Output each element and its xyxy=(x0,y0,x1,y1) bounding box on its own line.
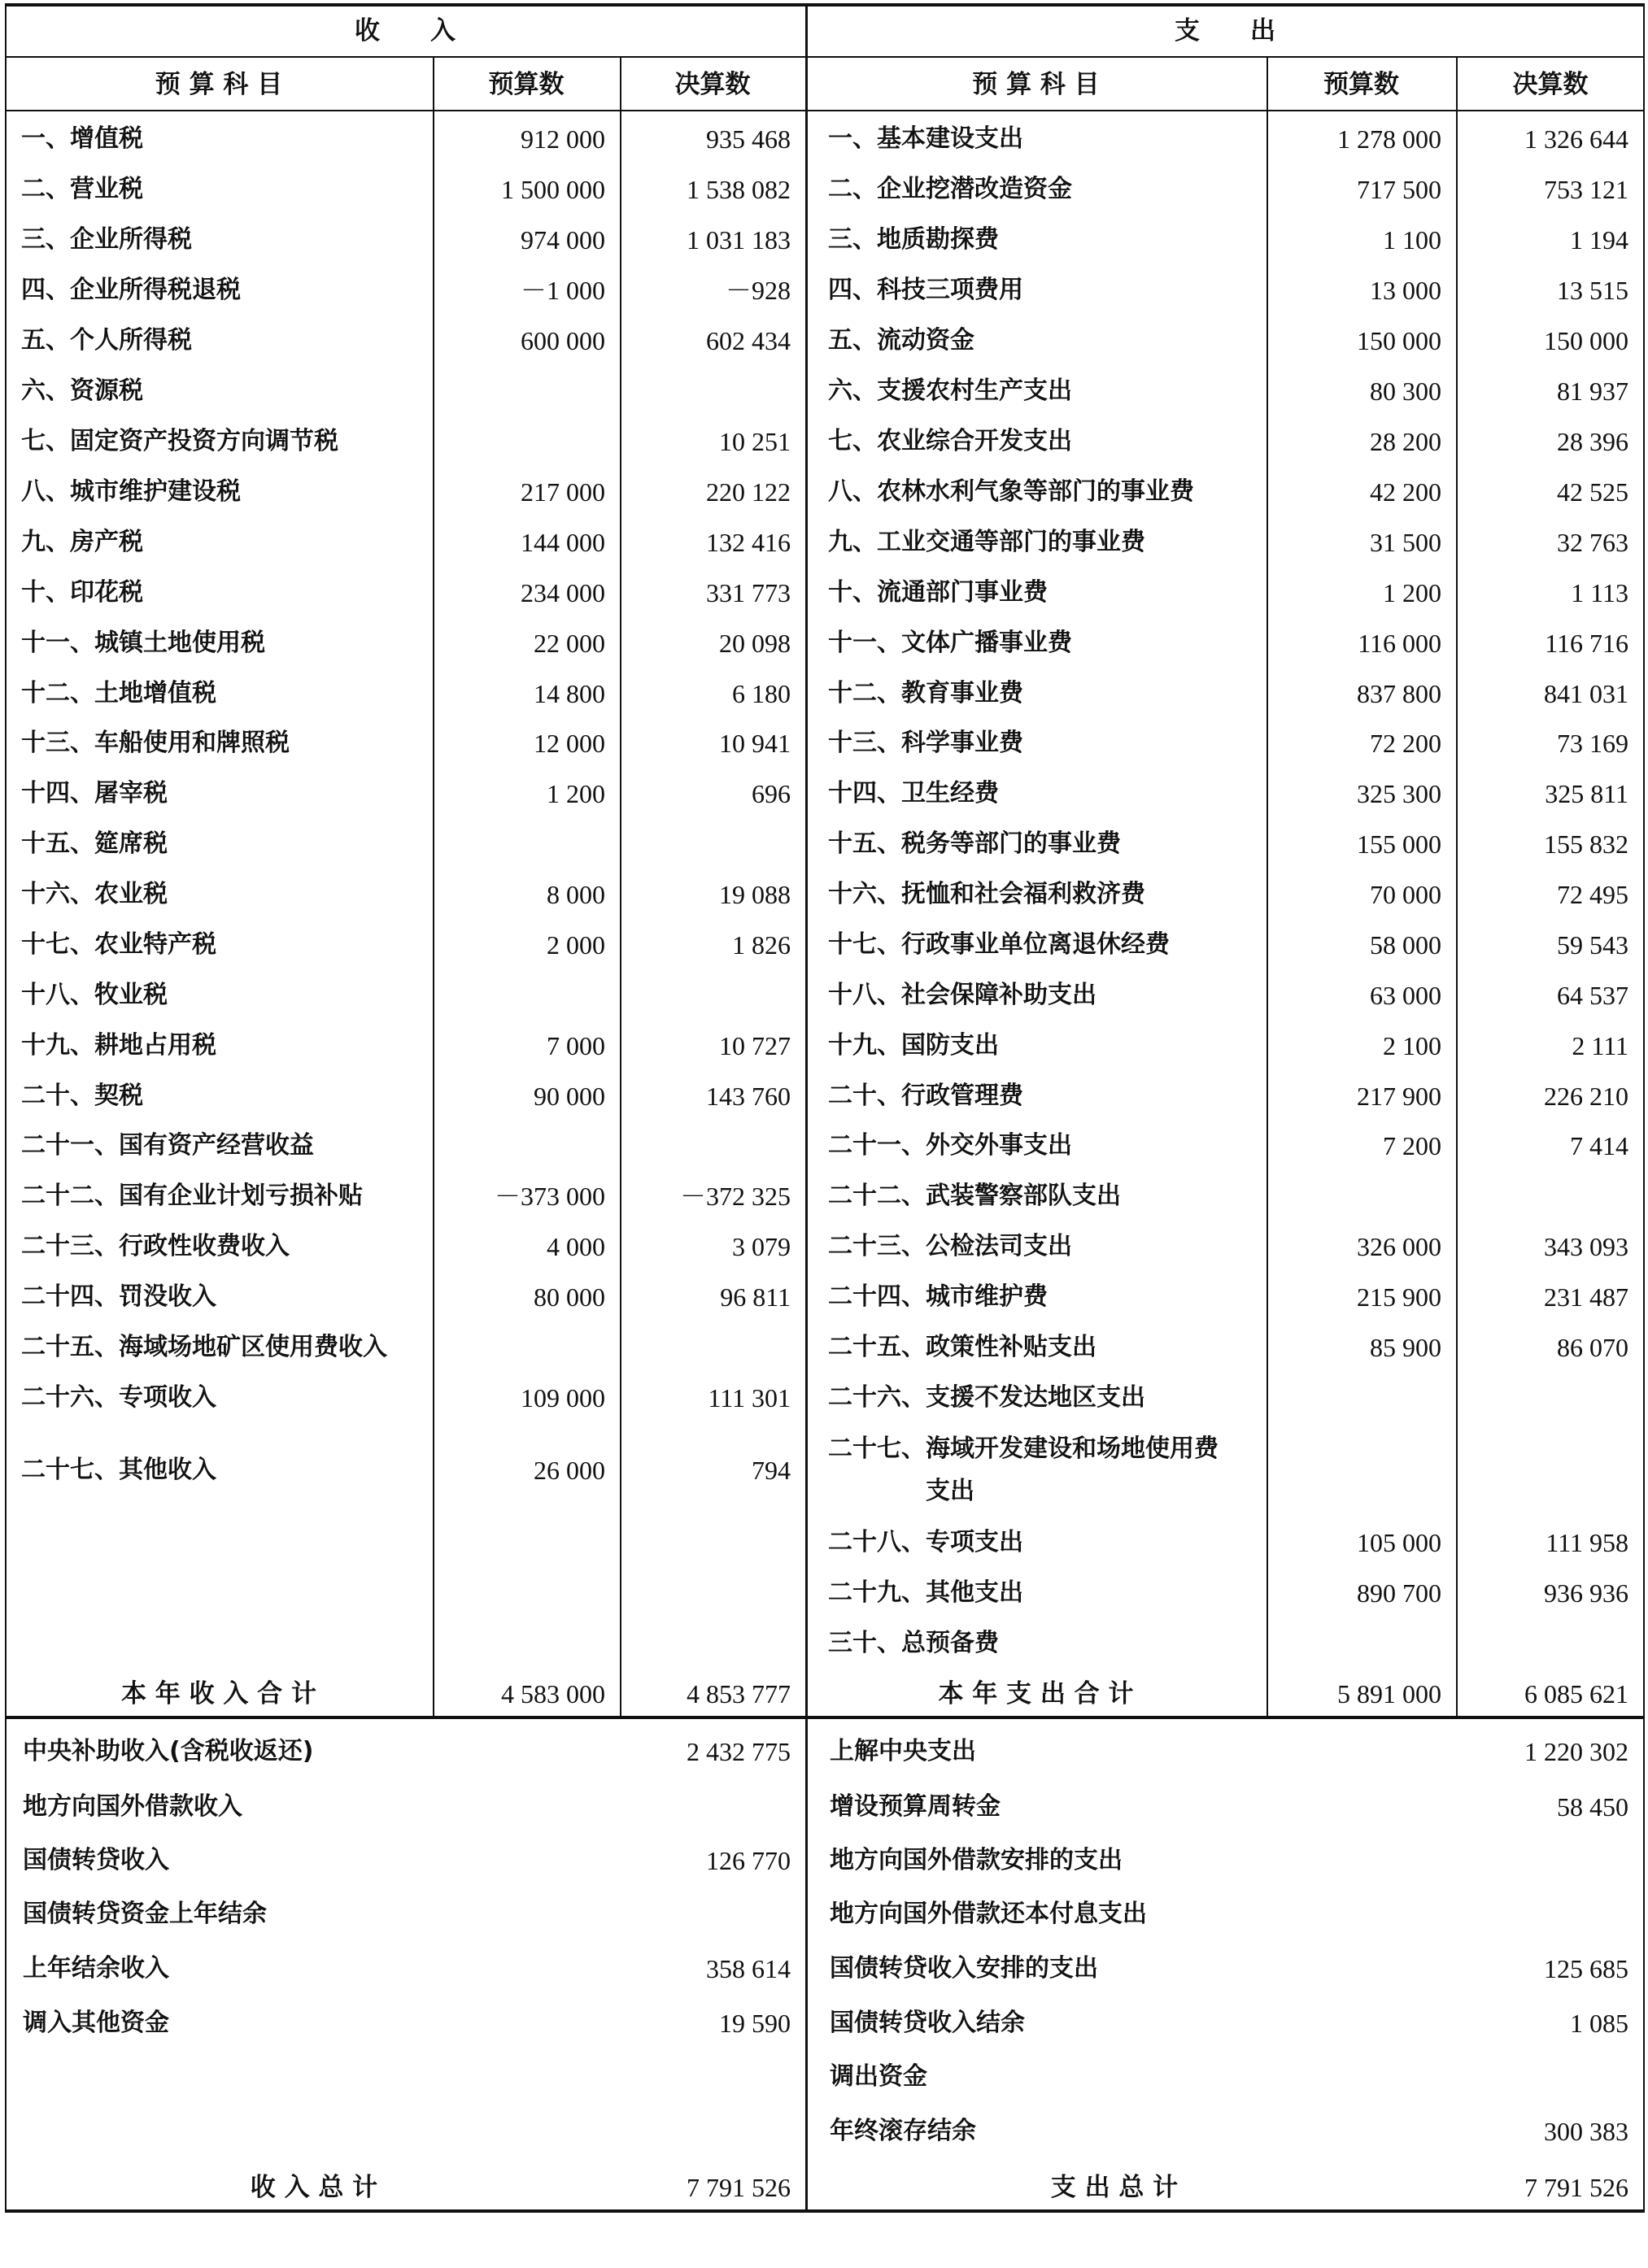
income-item-name: 七、固定资产投资方向调节税 xyxy=(21,427,338,455)
expenditure-grand-total-label: 支 出 总 计 xyxy=(1050,2173,1179,2202)
middle-divider xyxy=(805,3,808,2213)
expenditure-extra-item-name: 地方向国外借款还本付息支出 xyxy=(830,1900,1147,1928)
expenditure-item-budget: 85 900 xyxy=(1370,1333,1441,1362)
income-item-budget: 912 000 xyxy=(521,124,605,154)
income-item-budget: 217 000 xyxy=(521,477,605,507)
expenditure-item-name: 十六、抚恤和社会福利救济费 xyxy=(828,880,1145,908)
income-item-final: 3 079 xyxy=(732,1232,791,1261)
expenditure-item-budget: 2 100 xyxy=(1383,1031,1441,1060)
income-item-name: 十一、城镇土地使用税 xyxy=(21,629,265,657)
income-item-final: －372 325 xyxy=(679,1182,791,1211)
expenditure-item-final: 936 936 xyxy=(1544,1578,1628,1608)
expenditure-item-name-continued: 支出 xyxy=(926,1477,974,1505)
income-item-name: 二十六、专项收入 xyxy=(21,1383,216,1412)
expenditure-item-budget: 325 300 xyxy=(1357,779,1441,808)
income-item-budget: 234 000 xyxy=(521,578,605,607)
expenditure-item-name: 三、地质勘探费 xyxy=(828,225,999,254)
income-item-name: 二十一、国有资产经营收益 xyxy=(21,1131,314,1160)
expenditure-item-budget: 1 100 xyxy=(1383,225,1441,255)
income-item-final: 220 122 xyxy=(706,477,791,507)
income-item-name: 二十、契税 xyxy=(21,1082,143,1110)
expenditure-extra-item-final: 58 450 xyxy=(1557,1792,1628,1822)
expenditure-col-final-header: 决算数 xyxy=(1512,70,1589,99)
income-item-final: 111 301 xyxy=(708,1383,791,1413)
income-extra-item-name: 中央补助收入(含税收返还) xyxy=(23,1737,314,1765)
income-extra-item-name: 地方向国外借款收入 xyxy=(23,1792,242,1821)
income-item-final: 935 468 xyxy=(706,124,791,154)
income-item-budget: 12 000 xyxy=(534,729,605,758)
expenditure-section-header: 支 出 xyxy=(1175,16,1275,46)
income-item-budget: 90 000 xyxy=(534,1082,605,1111)
year-total-bottom-border xyxy=(5,1716,1645,1719)
income-item-final: －928 xyxy=(725,276,791,305)
expenditure-extra-item-final: 125 685 xyxy=(1544,1954,1628,1983)
income-item-name: 二十七、其他收入 xyxy=(21,1456,216,1484)
income-item-name: 六、资源税 xyxy=(21,377,143,405)
income-item-name: 十六、农业税 xyxy=(21,880,168,908)
income-item-budget: 974 000 xyxy=(521,225,605,255)
expenditure-item-name: 五、流动资金 xyxy=(828,326,974,355)
income-section-header: 收 入 xyxy=(355,16,456,46)
income-col-budget-header: 预算数 xyxy=(488,70,565,99)
expenditure-item-name: 十四、卫生经费 xyxy=(828,779,999,808)
income-extra-item-final: 2 432 775 xyxy=(687,1737,791,1766)
expenditure-item-budget: 116 000 xyxy=(1358,629,1441,658)
income-item-name: 十、印花税 xyxy=(21,578,143,607)
income-item-budget: 2 000 xyxy=(547,930,605,960)
expenditure-item-budget: 717 500 xyxy=(1357,175,1441,204)
income-item-name: 五、个人所得税 xyxy=(21,326,192,355)
income-item-name: 十四、屠宰税 xyxy=(21,779,168,808)
expenditure-item-budget: 42 200 xyxy=(1370,477,1441,507)
income-item-name: 十三、车船使用和牌照税 xyxy=(21,729,290,757)
expenditure-item-budget: 70 000 xyxy=(1370,880,1441,909)
income-extra-item-name: 上年结余收入 xyxy=(23,1954,169,1983)
expenditure-item-name: 六、支援农村生产支出 xyxy=(828,377,1072,405)
expenditure-item-budget: 150 000 xyxy=(1357,326,1441,355)
expenditure-item-budget: 217 900 xyxy=(1357,1082,1441,1111)
expenditure-item-final: 116 716 xyxy=(1545,629,1628,658)
expenditure-item-name: 二十九、其他支出 xyxy=(828,1578,1023,1607)
expenditure-item-budget: 58 000 xyxy=(1370,930,1441,960)
income-item-name: 一、增值税 xyxy=(21,124,143,153)
expenditure-item-budget: 72 200 xyxy=(1370,729,1441,758)
expenditure-item-final: 7 414 xyxy=(1570,1131,1628,1160)
expenditure-item-budget: 13 000 xyxy=(1370,276,1441,305)
income-extra-item-name: 调入其他资金 xyxy=(23,2009,169,2037)
expenditure-item-final: 231 487 xyxy=(1544,1282,1628,1312)
income-item-final: 1 826 xyxy=(732,930,791,960)
income-item-budget: 600 000 xyxy=(521,326,605,355)
expenditure-item-budget: 155 000 xyxy=(1357,829,1441,859)
expenditure-item-name: 十、流通部门事业费 xyxy=(828,578,1048,607)
expenditure-item-final: 226 210 xyxy=(1544,1082,1628,1111)
income-item-final: 10 941 xyxy=(719,729,791,758)
expenditure-year-total-budget: 5 891 000 xyxy=(1337,1679,1441,1709)
expenditure-extra-item-name: 地方向国外借款安排的支出 xyxy=(830,1846,1123,1874)
income-item-budget: 7 000 xyxy=(547,1031,605,1060)
expenditure-item-final: 2 111 xyxy=(1572,1031,1628,1060)
income-item-name: 三、企业所得税 xyxy=(21,225,192,254)
income-item-final: 132 416 xyxy=(706,528,791,557)
expenditure-item-name: 九、工业交通等部门的事业费 xyxy=(828,528,1145,556)
expenditure-item-final: 841 031 xyxy=(1544,679,1628,708)
income-item-budget: 109 000 xyxy=(521,1383,605,1413)
expenditure-item-budget: 7 200 xyxy=(1383,1131,1441,1160)
expenditure-item-name: 二十三、公检法司支出 xyxy=(828,1232,1072,1260)
expenditure-extra-item-final: 300 383 xyxy=(1544,2117,1628,2146)
expenditure-item-name: 十七、行政事业单位离退休经费 xyxy=(828,930,1170,959)
expenditure-item-name: 二十七、海域开发建设和场地使用费 xyxy=(828,1434,1219,1463)
income-item-name: 二十五、海域场地矿区使用费收入 xyxy=(21,1333,387,1361)
income-grand-total-label: 收 入 总 计 xyxy=(250,2173,378,2202)
left-border xyxy=(5,3,7,2213)
expenditure-item-name: 十九、国防支出 xyxy=(828,1031,999,1060)
income-item-budget: 4 000 xyxy=(547,1232,605,1261)
income-item-final: 10 727 xyxy=(719,1031,791,1060)
expenditure-extra-item-final: 1 085 xyxy=(1570,2009,1628,2038)
expenditure-item-final: 325 811 xyxy=(1545,779,1628,808)
expenditure-item-final: 111 958 xyxy=(1546,1528,1628,1557)
income-item-name: 四、企业所得税退税 xyxy=(21,276,241,304)
income-item-final: 6 180 xyxy=(732,679,791,708)
expenditure-item-name: 三十、总预备费 xyxy=(828,1629,999,1657)
expenditure-item-name: 十五、税务等部门的事业费 xyxy=(828,829,1121,858)
income-extra-item-final: 126 770 xyxy=(706,1846,791,1875)
expenditure-item-name: 十三、科学事业费 xyxy=(828,729,1023,757)
income-item-final: 602 434 xyxy=(706,326,791,355)
expenditure-extra-item-name: 上解中央支出 xyxy=(830,1737,976,1765)
expenditure-item-name: 二十八、专项支出 xyxy=(828,1528,1023,1556)
expenditure-extra-item-name: 年终滚存结余 xyxy=(830,2117,976,2145)
expenditure-item-final: 42 525 xyxy=(1557,477,1628,507)
income-col-final-header: 决算数 xyxy=(674,70,751,99)
income-item-name: 二十二、国有企业计划亏损补贴 xyxy=(21,1182,363,1210)
expenditure-item-budget: 28 200 xyxy=(1370,427,1441,456)
expenditure-item-name: 二十一、外交外事支出 xyxy=(828,1131,1072,1160)
income-item-name: 十七、农业特产税 xyxy=(21,930,216,959)
expenditure-year-total-final: 6 085 621 xyxy=(1524,1679,1628,1709)
expenditure-item-final: 86 070 xyxy=(1557,1333,1628,1362)
income-extra-item-name: 国债转贷资金上年结余 xyxy=(23,1900,267,1928)
income-year-total-label: 本 年 收 入 合 计 xyxy=(121,1679,316,1709)
expenditure-item-final: 73 169 xyxy=(1557,729,1628,758)
expenditure-col-budget-header: 预算数 xyxy=(1323,70,1399,99)
expenditure-item-name: 十二、教育事业费 xyxy=(828,679,1023,707)
income-col-subject-header: 预 算 科 目 xyxy=(155,70,283,99)
income-item-final: 10 251 xyxy=(719,427,791,456)
header-divider xyxy=(5,56,1645,58)
income-item-name: 二、营业税 xyxy=(21,175,143,203)
expenditure-extra-item-name: 调出资金 xyxy=(830,2062,927,2091)
income-item-budget: －1 000 xyxy=(520,276,605,305)
subheader-divider xyxy=(5,110,1645,111)
income-year-total-budget: 4 583 000 xyxy=(501,1679,605,1709)
income-item-name: 十五、筵席税 xyxy=(21,829,168,858)
income-item-name: 十二、土地增值税 xyxy=(21,679,216,707)
income-item-budget: 26 000 xyxy=(534,1456,605,1485)
expenditure-item-budget: 837 800 xyxy=(1357,679,1441,708)
expenditure-grand-total-final: 7 791 526 xyxy=(1524,2173,1628,2202)
income-item-name: 十九、耕地占用税 xyxy=(21,1031,216,1060)
expenditure-item-final: 64 537 xyxy=(1557,981,1628,1010)
expenditure-item-name: 四、科技三项费用 xyxy=(828,276,1023,304)
expenditure-item-final: 1 194 xyxy=(1570,225,1628,255)
expenditure-item-final: 72 495 xyxy=(1557,880,1628,909)
income-item-budget: 22 000 xyxy=(534,629,605,658)
expenditure-item-final: 59 543 xyxy=(1557,930,1628,960)
expenditure-item-name: 十八、社会保障补助支出 xyxy=(828,981,1096,1009)
expenditure-extra-item-name: 国债转贷收入结余 xyxy=(830,2009,1025,2037)
expenditure-item-final: 1 326 644 xyxy=(1524,124,1628,154)
expenditure-item-name: 十一、文体广播事业费 xyxy=(828,629,1072,657)
expenditure-item-name: 一、基本建设支出 xyxy=(828,124,1023,153)
income-item-final: 1 031 183 xyxy=(687,225,791,255)
income-item-name: 十八、牧业税 xyxy=(21,981,168,1009)
income-year-total-final: 4 853 777 xyxy=(687,1679,791,1709)
expenditure-item-name: 二十二、武装警察部队支出 xyxy=(828,1182,1121,1210)
expenditure-item-final: 753 121 xyxy=(1544,175,1628,204)
income-item-final: 96 811 xyxy=(720,1282,791,1312)
expenditure-col-subject-header: 预 算 科 目 xyxy=(972,70,1100,99)
income-item-budget: 1 500 000 xyxy=(501,175,605,204)
expenditure-item-name: 二十、行政管理费 xyxy=(828,1082,1023,1110)
expenditure-item-name: 二十五、政策性补贴支出 xyxy=(828,1333,1096,1361)
income-extra-item-final: 19 590 xyxy=(719,2009,791,2038)
income-item-budget: 14 800 xyxy=(534,679,605,708)
income-item-name: 二十三、行政性收费收入 xyxy=(21,1232,290,1260)
bottom-border xyxy=(5,2209,1645,2213)
expenditure-item-budget: 31 500 xyxy=(1370,528,1441,557)
expenditure-item-name: 二、企业挖潜改造资金 xyxy=(828,175,1072,203)
expenditure-item-budget: 326 000 xyxy=(1357,1232,1441,1261)
expenditure-item-name: 八、农林水利气象等部门的事业费 xyxy=(828,477,1194,506)
expenditure-item-final: 155 832 xyxy=(1544,829,1628,859)
expenditure-item-name: 二十四、城市维护费 xyxy=(828,1282,1048,1311)
expenditure-extra-item-name: 增设预算周转金 xyxy=(830,1792,1001,1821)
expenditure-item-final: 28 396 xyxy=(1557,427,1628,456)
expenditure-item-final: 343 093 xyxy=(1544,1232,1628,1261)
expenditure-item-name: 七、农业综合开发支出 xyxy=(828,427,1072,455)
expenditure-item-budget: 890 700 xyxy=(1357,1578,1441,1608)
income-extra-item-name: 国债转贷收入 xyxy=(23,1846,169,1874)
income-item-name: 九、房产税 xyxy=(21,528,143,556)
income-item-final: 20 098 xyxy=(719,629,791,658)
income-item-budget: 1 200 xyxy=(547,779,605,808)
expenditure-year-total-label: 本 年 支 出 合 计 xyxy=(938,1679,1134,1709)
income-grand-total-final: 7 791 526 xyxy=(687,2173,791,2202)
expenditure-item-final: 81 937 xyxy=(1557,377,1628,406)
expenditure-extra-item-name: 国债转贷收入安排的支出 xyxy=(830,1954,1098,1983)
income-item-final: 19 088 xyxy=(719,880,791,909)
expenditure-item-final: 1 113 xyxy=(1571,578,1628,607)
income-item-budget: 80 000 xyxy=(534,1282,605,1312)
income-item-final: 696 xyxy=(752,779,791,808)
income-item-budget: －373 000 xyxy=(494,1182,605,1211)
income-item-final: 331 773 xyxy=(706,578,791,607)
expenditure-item-final: 32 763 xyxy=(1557,528,1628,557)
expenditure-item-budget: 80 300 xyxy=(1370,377,1441,406)
expenditure-item-budget: 1 200 xyxy=(1383,578,1441,607)
income-item-final: 794 xyxy=(752,1456,791,1485)
expenditure-item-budget: 1 278 000 xyxy=(1337,124,1441,154)
income-item-name: 二十四、罚没收入 xyxy=(21,1282,216,1311)
income-item-final: 143 760 xyxy=(706,1082,791,1111)
expenditure-item-final: 13 515 xyxy=(1557,276,1628,305)
income-item-budget: 144 000 xyxy=(521,528,605,557)
income-item-name: 八、城市维护建设税 xyxy=(21,477,241,506)
expenditure-item-budget: 215 900 xyxy=(1357,1282,1441,1312)
expenditure-item-budget: 105 000 xyxy=(1357,1528,1441,1557)
expenditure-item-budget: 63 000 xyxy=(1370,981,1441,1010)
right-border xyxy=(1643,3,1645,2213)
top-border xyxy=(5,3,1645,7)
income-extra-item-final: 358 614 xyxy=(706,1954,791,1983)
income-item-budget: 8 000 xyxy=(547,880,605,909)
income-item-final: 1 538 082 xyxy=(687,175,791,204)
expenditure-item-final: 150 000 xyxy=(1544,326,1628,355)
expenditure-extra-item-final: 1 220 302 xyxy=(1524,1737,1628,1766)
expenditure-item-name: 二十六、支援不发达地区支出 xyxy=(828,1383,1145,1412)
